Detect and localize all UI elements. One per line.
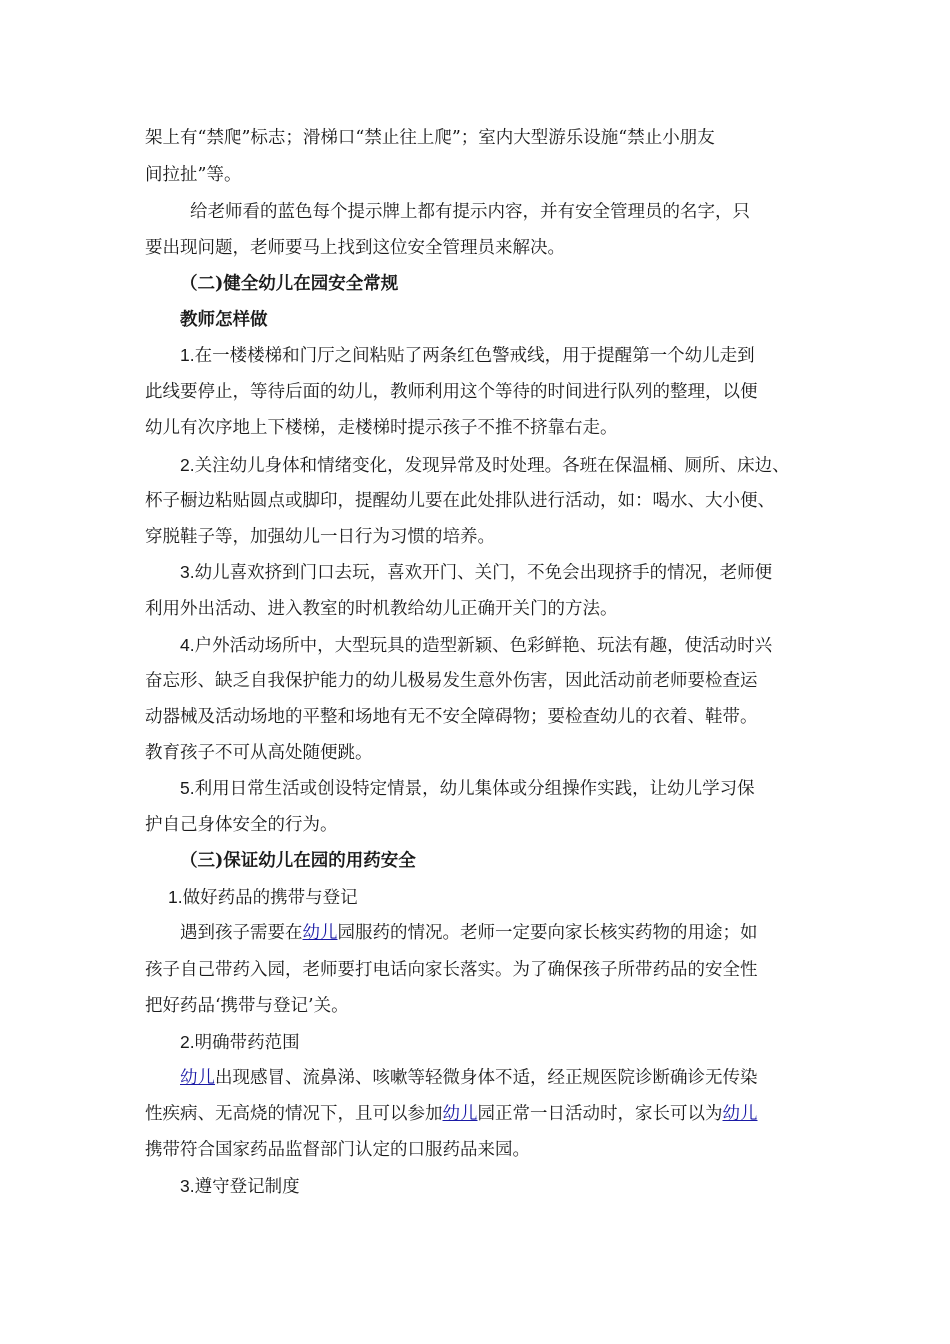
text-line: 架上有“禁爬”标志；滑梯口“禁止往上爬”；室内大型游乐设施“禁止小朋友 xyxy=(145,128,715,148)
text-line: 利用外出活动、进入教室的时机教给幼儿正确开关门的方法。 xyxy=(145,599,618,619)
text-line: 教育孩子不可从高处随便跳。 xyxy=(145,743,373,763)
text-line: 孩子自己带药入园，老师要打电话向家长落实。为了确保孩子所带药品的安全性 xyxy=(145,960,758,980)
text-line: 1.在一楼楼梯和门厅之间粘贴了两条红色警戒线，用于提醒第一个幼儿走到 xyxy=(180,345,755,366)
text-line: 动器械及活动场地的平整和场地有无不安全障碍物；要检查幼儿的衣着、鞋带。 xyxy=(145,707,758,727)
text-line: 2.明确带药范围 xyxy=(180,1032,300,1053)
text-line: 奋忘形、缺乏自我保护能力的幼儿极易发生意外伤害，因此活动前老师要检查运 xyxy=(145,671,758,691)
text-line: 杯子橱边粘贴圆点或脚印，提醒幼儿要在此处排队进行活动，如：喝水、大小便、 xyxy=(145,491,775,511)
text-line: 4.户外活动场所中，大型玩具的造型新颖、色彩鲜艳、玩法有趣，使活动时兴 xyxy=(180,635,773,656)
subsection-heading: 教师怎样做 xyxy=(180,310,268,330)
text-line: 护自己身体安全的行为。 xyxy=(145,815,338,835)
text-line: 5.利用日常生活或创设特定情景，幼儿集体或分组操作实践，让幼儿学习保 xyxy=(180,778,755,799)
text-line: 携带符合国家药品监督部门认定的口服药品来园。 xyxy=(145,1140,530,1160)
link-youer[interactable]: 幼儿 xyxy=(722,1104,758,1124)
text-line: 性疾病、无高烧的情况下，且可以参加幼儿园正常一日活动时，家长可以为幼儿 xyxy=(145,1104,758,1124)
link-youer[interactable]: 幼儿 xyxy=(302,923,338,943)
section-heading: （三)保证幼儿在园的用药安全 xyxy=(180,851,416,871)
text-line: 间拉扯”等。 xyxy=(145,165,242,185)
text-line: 穿脱鞋子等，加强幼儿一日行为习惯的培养。 xyxy=(145,527,495,547)
text-line: 遇到孩子需要在幼儿园服药的情况。老师一定要向家长核实药物的用途；如 xyxy=(180,923,758,943)
link-youer[interactable]: 幼儿 xyxy=(180,1068,215,1088)
text-line: 此线要停止，等待后面的幼儿，教师利用这个等待的时间进行队列的整理，以便 xyxy=(145,382,758,402)
link-youer[interactable]: 幼儿 xyxy=(442,1104,478,1124)
text-line: 2.关注幼儿身体和情绪变化，发现异常及时处理。各班在保温桶、厕所、床边、 xyxy=(180,455,790,476)
text-line: 3.遵守登记制度 xyxy=(180,1176,300,1197)
text-line: 1.做好药品的携带与登记 xyxy=(168,887,358,908)
text-line: 把好药品‘携带与登记’关。 xyxy=(145,996,349,1016)
text-line: 给老师看的蓝色每个提示牌上都有提示内容，并有安全管理员的名字，只 xyxy=(190,202,750,222)
text-line: 3.幼儿喜欢挤到门口去玩，喜欢开门、关门，不免会出现挤手的情况，老师便 xyxy=(180,562,773,583)
text-line: 要出现问题，老师要马上找到这位安全管理员来解决。 xyxy=(145,238,565,258)
text-line: 幼儿有次序地上下楼梯，走楼梯时提示孩子不推不挤靠右走。 xyxy=(145,418,618,438)
text-line: 幼儿出现感冒、流鼻涕、咳嗽等轻微身体不适，经正规医院诊断确诊无传染 xyxy=(180,1068,758,1088)
section-heading: （二)健全幼儿在园安全常规 xyxy=(180,274,399,294)
